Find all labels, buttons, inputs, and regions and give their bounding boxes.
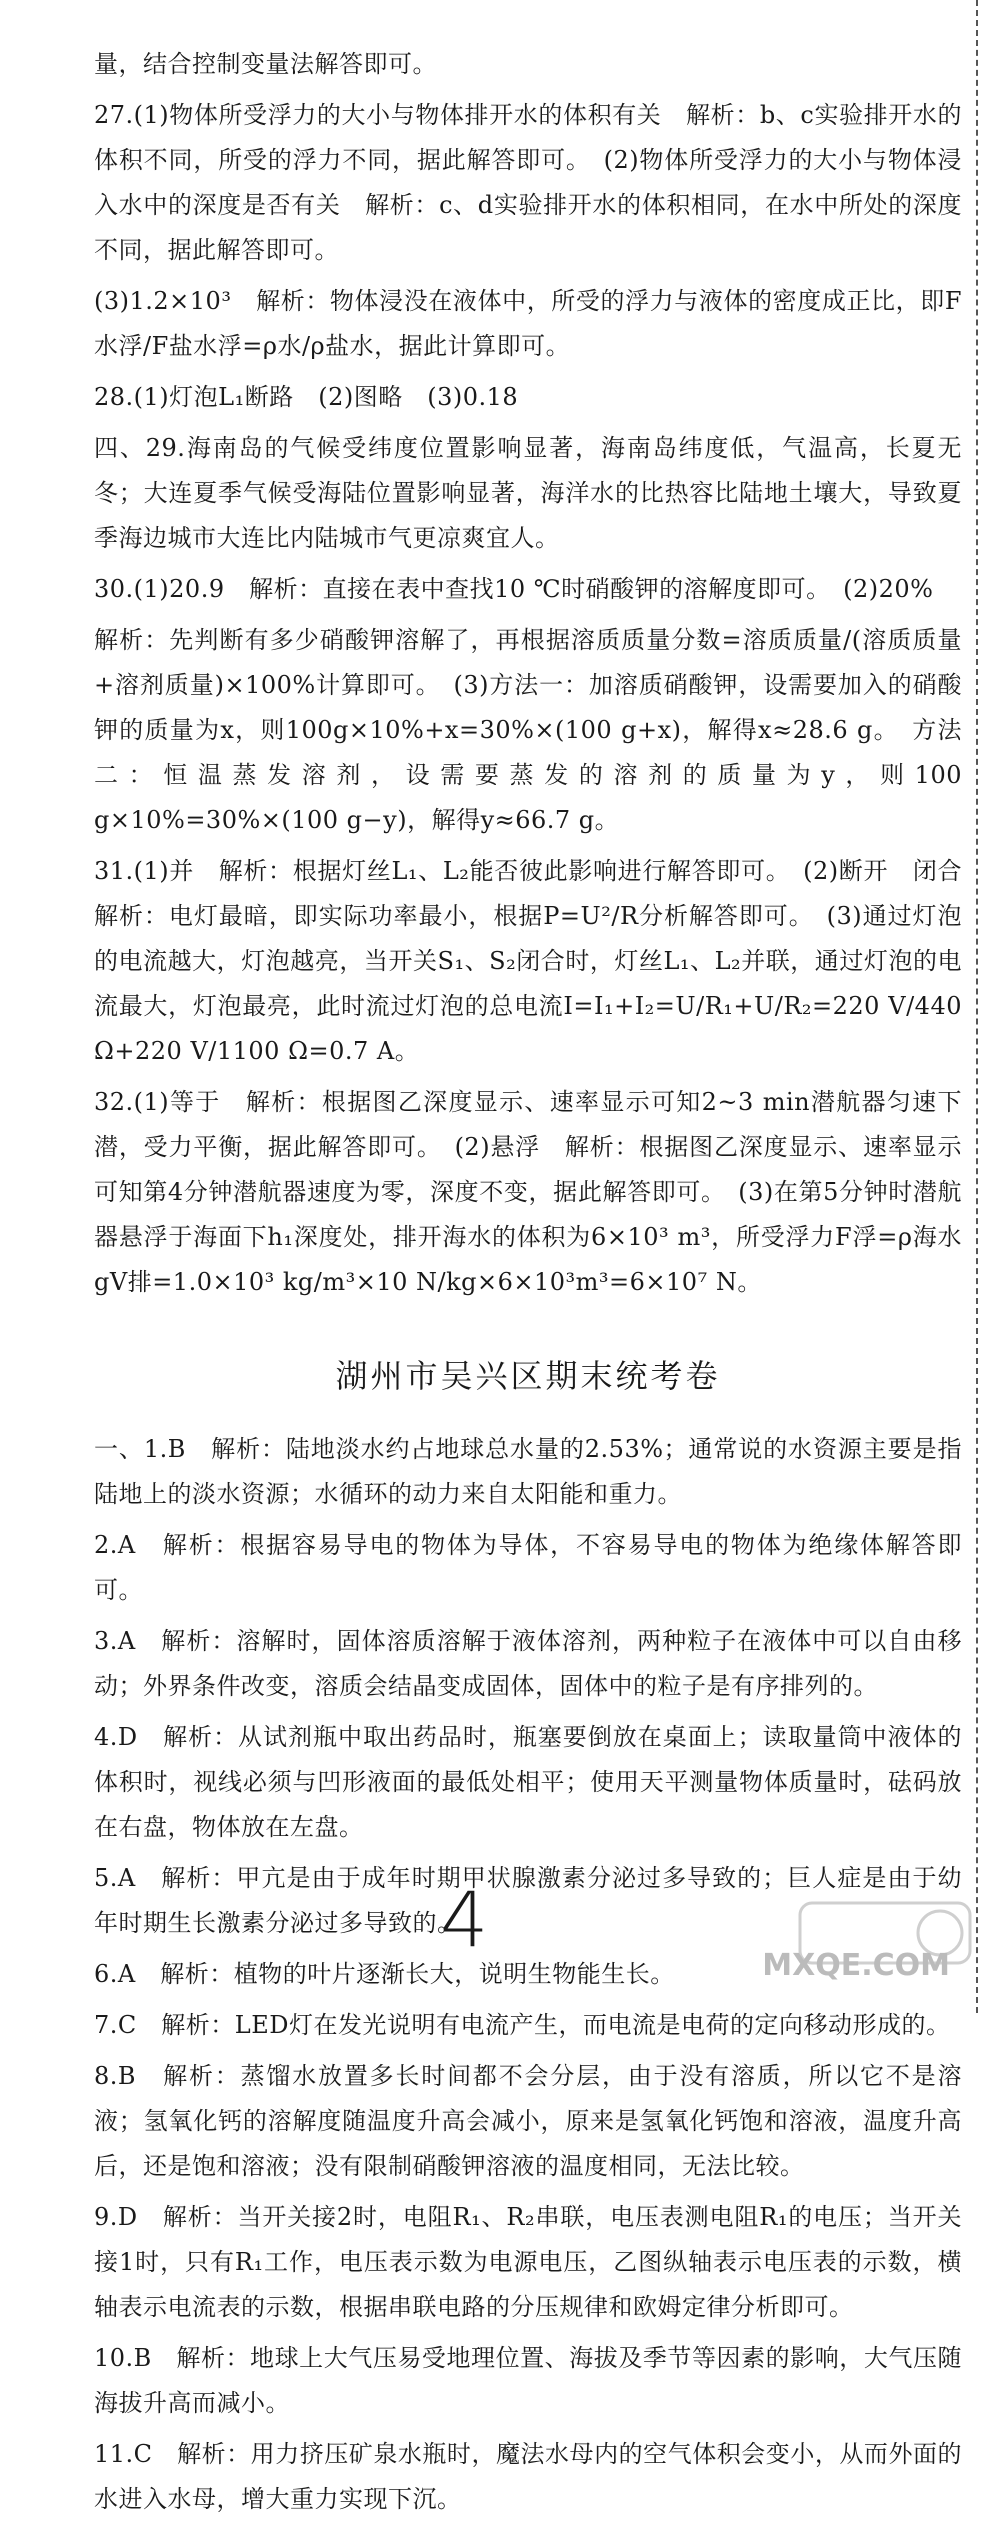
- answer-paragraph-30-2: 解析：先判断有多少硝酸钾溶解了，再根据溶质质量分数=溶质质量/(溶质质量+溶剂质量)×100%计算即可。 (3)方法一：加溶质硝酸钾，设需要加入的硝酸钾的质量为x，则100g×10%+x=30%×(100 g+x)，解得x≈28.6 g。 方法二：恒温蒸发溶剂，设需要蒸发的溶剂的质量为y，则100 g×10%=30%×(100 g−y)，解得y≈66.7 g。: [94, 626, 962, 834]
- answer-paragraph-30: 30.(1)20.9 解析：直接在表中查找10 ℃时硝酸钾的溶解度即可。 (2)20%: [94, 575, 934, 603]
- page-content: [94, 42, 987, 2528]
- answer-paragraph: 量，结合控制变量法解答即可。: [94, 50, 437, 78]
- answer-item-7: 7.C 解析：LED灯在发光说明有电流产生，而电流是电荷的定向移动形成的。: [94, 2011, 951, 2039]
- handwritten-page-number: 4: [440, 1875, 489, 1964]
- answer-paragraph-28: 28.(1)灯泡L₁断路 (2)图略 (3)0.18: [94, 383, 519, 411]
- answer-paragraph-27-3: (3)1.2×10³ 解析：物体浸没在液体中，所受的浮力与液体的密度成正比，即F水浮/F盐水浮=ρ水/ρ盐水，据此计算即可。: [94, 287, 962, 360]
- watermark-text: MXQE.COM: [762, 1948, 950, 1983]
- watermark-logo: [762, 1893, 980, 2003]
- answer-item-3: 3.A 解析：溶解时，固体溶质溶解于液体溶剂，两种粒子在液体中可以自由移动；外界条件改变，溶质会结晶变成固体，固体中的粒子是有序排列的。: [94, 1627, 962, 1700]
- answer-item-2: 2.A 解析：根据容易导电的物体为导体，不容易导电的物体为绝缘体解答即可。: [94, 1531, 962, 1604]
- answer-paragraph-32: 32.(1)等于 解析：根据图乙深度显示、速率显示可知2~3 min潜航器匀速下潜，受力平衡，据此解答即可。 (2)悬浮 解析：根据图乙深度显示、速率显示可知第4分钟潜航器速度为零，深度不变，据此解答即可。 (3)在第5分钟时潜航器悬浮于海面下h₁深度处，排开海水的体积为6×10³ m³，所受浮力F浮=ρ海水gV排=1.0×10³ kg/m³×10 N/kg×6×10³m³=6×10⁷ N。: [94, 1088, 962, 1296]
- answer-paragraph-27: 27.(1)物体所受浮力的大小与物体排开水的体积有关 解析：b、c实验排开水的体积不同，所受的浮力不同，据此解答即可。 (2)物体所受浮力的大小与物体浸入水中的深度是否有关 解析：c、d实验排开水的体积相同，在水中所处的深度不同，据此解答即可。: [94, 101, 962, 264]
- answer-paragraph-29: 四、29.海南岛的气候受纬度位置影响显著，海南岛纬度低，气温高，长夏无冬；大连夏季气候受海陆位置影响显著，海洋水的比热容比陆地土壤大，导致夏季海边城市大连比内陆城市气更凉爽宜人。: [94, 434, 962, 552]
- answer-item-9: 9.D 解析：当开关接2时，电阻R₁、R₂串联，电压表测电阻R₁的电压；当开关接1时，只有R₁工作，电压表示数为电源电压，乙图纵轴表示电压表的示数，横轴表示电流表的示数，根据串联电路的分压规律和欧姆定律分析即可。: [94, 2203, 962, 2321]
- answer-item-1: 一、1.B 解析：陆地淡水约占地球总水量的2.53%；通常说的水资源主要是指陆地上的淡水资源；水循环的动力来自太阳能和重力。: [94, 1435, 962, 1508]
- answer-item-8: 8.B 解析：蒸馏水放置多长时间都不会分层，由于没有溶质，所以它不是溶液；氢氧化钙的溶解度随温度升高会减小，原来是氢氧化钙饱和溶液，温度升高后，还是饱和溶液；没有限制硝酸钾溶液的温度相同，无法比较。: [94, 2062, 962, 2180]
- answer-item-6: 6.A 解析：植物的叶片逐渐长大，说明生物能生长。: [94, 1960, 675, 1988]
- answers-previous-section: [94, 42, 987, 1305]
- answer-item-10: 10.B 解析：地球上大气压易受地理位置、海拔及季节等因素的影响，大气压随海拔升高而减小。: [94, 2344, 962, 2417]
- answer-item-4: 4.D 解析：从试剂瓶中取出药品时，瓶塞要倒放在桌面上；读取量筒中液体的体积时，视线必须与凹形液面的最低处相平；使用天平测量物体质量时，砝码放在右盘，物体放在左盘。: [94, 1723, 962, 1841]
- section-title: 湖州市吴兴区期末统考卷: [335, 1357, 721, 1395]
- binding-margin-line: [976, 0, 978, 2013]
- answer-item-5: 5.A 解析：甲亢是由于成年时期甲状腺激素分泌过多导致的；巨人症是由于幼年时期生长激素分泌过多导致的。: [94, 1864, 962, 1937]
- answer-paragraph-31: 31.(1)并 解析：根据灯丝L₁、L₂能否彼此影响进行解答即可。 (2)断开 闭合 解析：电灯最暗，即实际功率最小，根据P=U²/R分析解答即可。 (3)通过灯泡的电流越大，灯泡越亮，当开关S₁、S₂闭合时，灯丝L₁、L₂并联，通过灯泡的电流最大，灯泡最亮，此时流过灯泡的总电流I=I₁+I₂=U/R₁+U/R₂=220 V/440 Ω+220 V/1100 Ω=0.7 A。: [94, 857, 987, 1065]
- answer-item-11: 11.C 解析：用力挤压矿泉水瓶时，魔法水母内的空气体积会变小，从而外面的水进入水母，增大重力实现下沉。: [94, 2440, 962, 2513]
